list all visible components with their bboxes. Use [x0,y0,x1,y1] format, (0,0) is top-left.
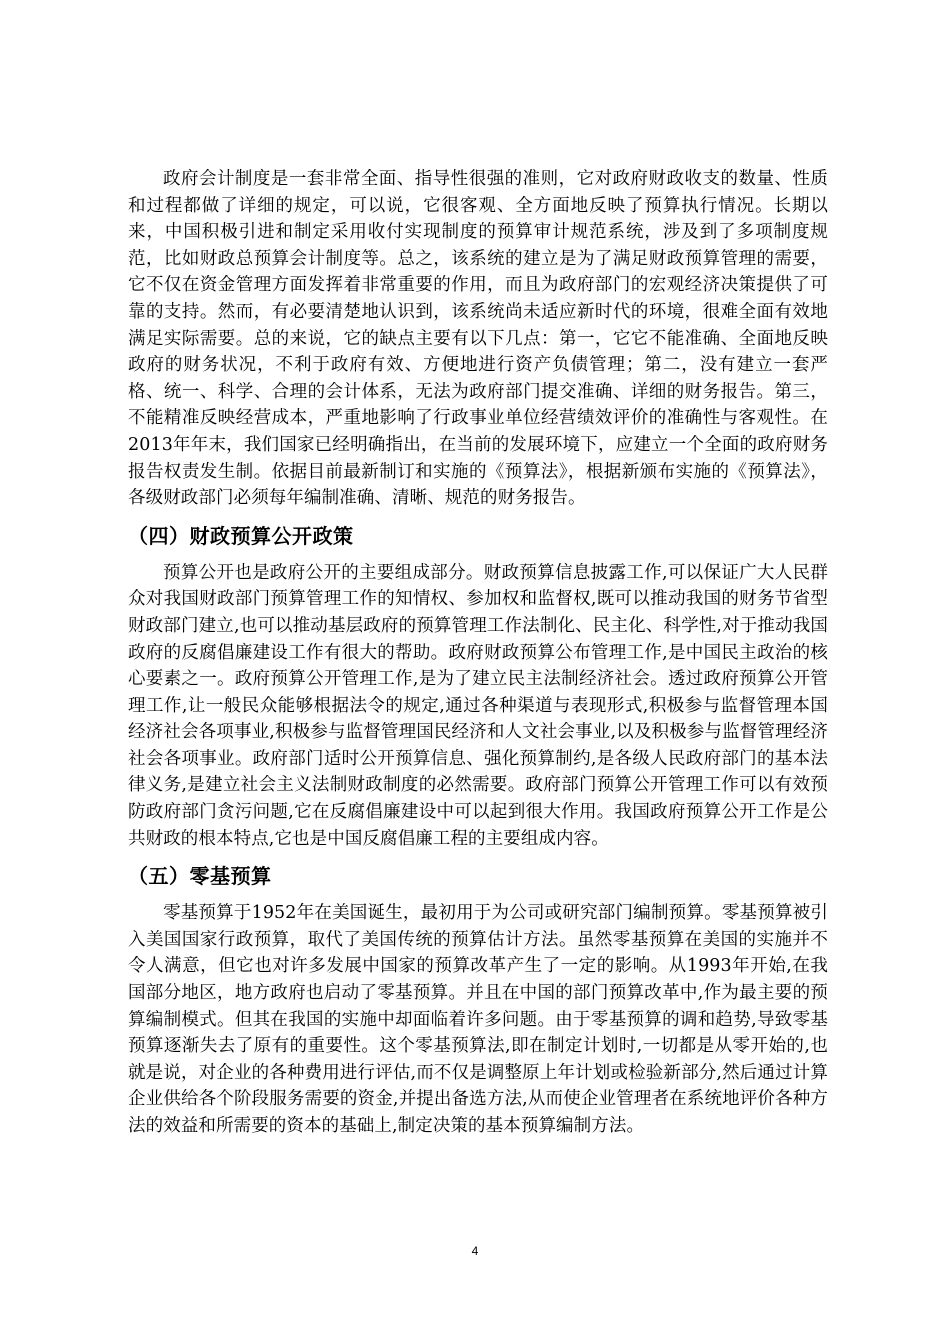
page-number: 4 [471,1244,479,1258]
section-heading-budget-disclosure: （四）财政预算公开政策 [128,523,354,548]
paragraph-budget-disclosure: 预算公开也是政府公开的主要组成部分。财政预算信息披露工作,可以保证广大人民群众对我国财政部门预算管理工作的知情权、参加权和监督权,既可以推动我国的财务节省型财政部门建立,也可以推动基层政府的预算管理工作法制化、民主化、科学性,对于推动我国政府的反腐倡廉建设工作有很大的帮助。政府财政预算公布管理工作,是中国民主政治的核心要素之一。政府预算公开管理工作,是为了建立民主法制经济社会。透过政府预算公开管理工作,让一般民众能够根据法令的规定,通过各种渠道与表现形式,积极参与监督管理本国经济社会各项事业,积极参与监督管理国民经济和人文社会事业,以及积极参与监督管理经济社会各项事业。政府部门适时公开预算信息、强化预算制约,是各级人民政府部门的基本法律义务,是建立社会主义法制财政制度的必然需要。政府部门预算公开管理工作可以有效预防政府部门贪污问题,它在反腐倡廉建设中可以起到很大作用。我国政府预算公开工作是公共财政的根本特点,它也是中国反腐倡廉工程的主要组成内容。 [128,562,828,849]
document-body [128,166,828,1140]
section-heading-zero-based-budget: （五）零基预算 [128,864,272,889]
paragraph-government-accounting: 政府会计制度是一套非常全面、指导性很强的准则，它对政府财政收支的数量、性质和过程都做了详细的规定，可以说，它很客观、全方面地反映了预算执行情况。长期以来，中国积极引进和制定采用收付实现制度的预算审计规范系统，涉及到了多项制度规范，比如财政总预算会计制度等。总之，该系统的建立是为了满足财政预算管理的需要，它不仅在资金管理方面发挥着非常重要的作用，而且为政府部门的宏观经济决策提供了可靠的支持。然而，有必要清楚地认识到，该系统尚未适应新时代的环境，很难全面有效地满足实际需要。总的来说，它的缺点主要有以下几点：第一，它它不能准确、全面地反映政府的财务状况，不利于政府有效、方便地进行资产负债管理；第二，没有建立一套严格、统一、科学、合理的会计体系，无法为政府部门提交准确、详细的财务报告。第三，不能精准反映经营成本，严重地影响了行政事业单位经营绩效评价的准确性与客观性。在2013年年末，我们国家已经明确指出，在当前的发展环境下，应建立一个全面的政府财务报告权责发生制。依据目前最新制订和实施的《预算法》，根据新颁布实施的《预算法》，各级财政部门必须每年编制准确、清晰、规范的财务报告。 [128,169,828,509]
paragraph-zero-based-budget: 零基预算于1952年在美国诞生，最初用于为公司或研究部门编制预算。零基预算被引入美国国家行政预算，取代了美国传统的预算估计方法。虽然零基预算在美国的实施并不令人满意，但它也对许多发展中国家的预算改革产生了一定的影响。从1993年开始,在我国部分地区，地方政府也启动了零基预算。并且在中国的部门预算改革中,作为最主要的预算编制模式。但其在我国的实施中却面临着许多问题。由于零基预算的调和趋势,导致零基预算逐渐失去了原有的重要性。这个零基预算法,即在制定计划时,一切都是从零开始的,也就是说，对企业的各种费用进行评估,而不仅是调整原上年计划或检验新部分,然后通过计算企业供给各个阶段服务需要的资金,并提出备选方法,从而使企业管理者在系统地评价各种方法的效益和所需要的资本的基础上,制定决策的基本预算编制方法。 [128,903,828,1136]
